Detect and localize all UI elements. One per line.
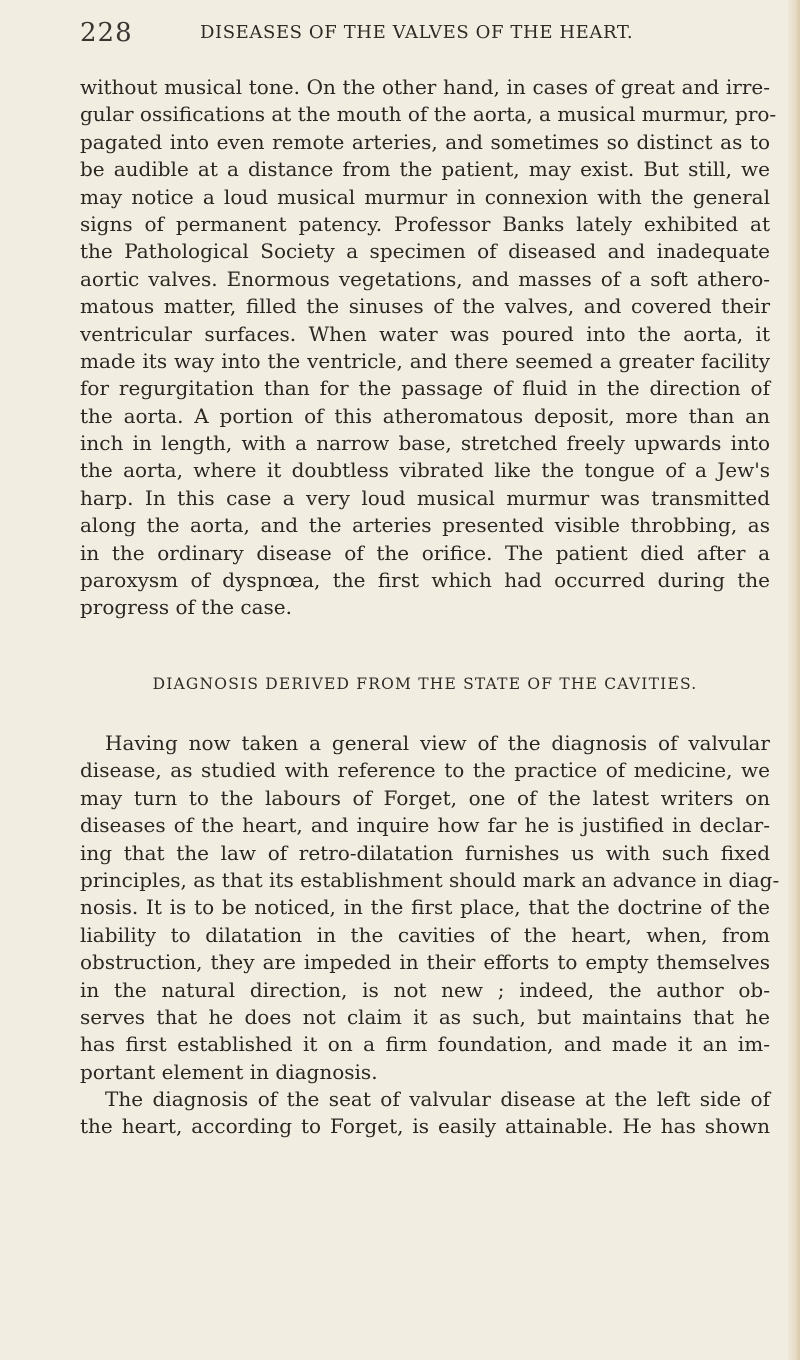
running-head: DISEASES OF THE VALVES OF THE HEART. [200,22,634,43]
text-line: the aorta. A portion of this atheromatous deposit, more than an [80,403,770,428]
text-line: harp. In this case a very loud musical murmur was transmitted [80,485,770,510]
text-line: The diagnosis of the seat of valvular disease at the left side of [105,1087,770,1112]
text-line: liability to dilatation in the cavities of the heart, when, from [80,922,770,947]
text-line: aortic valves. Enormous vegetations, and masses of a soft athero- [80,266,770,291]
text-line: the aorta, where it doubtless vibrated like the tongue of a Jew's [80,458,770,483]
text-line: principles, as that its establishment should mark an advance in diag- [80,867,780,892]
text-line: without musical tone. On the other hand, in cases of great and irre- [80,75,770,99]
text-line: ing that the law of retro-dilatation furnishes us with such fixed [80,840,770,865]
text-line: in the ordinary disease of the orifice. The patient died after a [80,540,770,565]
paragraph-2 [80,730,780,1141]
text-line: portant element in diagnosis. [80,1059,378,1084]
text-line: the Pathological Society a specimen of diseased and inadequate [80,239,770,264]
text-line: disease, as studied with reference to the practice of medicine, we [80,758,770,783]
text-line: along the aorta, and the arteries presented visible throbbing, as [80,513,770,538]
page-edge [788,0,800,1360]
text-line: has first established it on a firm foundation, and made it an im- [80,1032,770,1057]
paragraph-1 [80,74,777,622]
text-line: paroxysm of dyspnœa, the first which had occurred during the [80,568,770,593]
text-line: for regurgitation than for the passage of fluid in the direction of [80,376,770,401]
text-line: pagated into even remote arteries, and sometimes so distinct as to [80,129,770,154]
text-line: Having now taken a general view of the diagnosis of valvular [105,731,770,755]
text-line: matous matter, filled the sinuses of the valves, and covered their [80,294,770,319]
text-line: made its way into the ventricle, and there seemed a greater facility [80,348,770,373]
text-line: obstruction, they are impeded in their efforts to empty themselves [80,950,770,975]
text-line: in the natural direction, is not new ; indeed, the author ob- [80,977,770,1002]
text-line: progress of the case. [80,595,292,620]
text-line: diseases of the heart, and inquire how far he is justified in declar- [80,813,770,838]
text-line: may notice a loud musical murmur in connexion with the general [80,184,770,209]
text-line: the heart, according to Forget, is easily attainable. He has shown [80,1114,770,1139]
section-heading: DIAGNOSIS DERIVED FROM THE STATE OF THE CAVITIES. [152,675,698,693]
text-line: be audible at a distance from the patient, may exist. But still, we [80,157,770,182]
text-line: inch in length, with a narrow base, stretched freely upwards into [80,431,770,456]
text-line: serves that he does not claim it as such, but maintains that he [80,1004,770,1029]
text-line: signs of permanent patency. Professor Banks lately exhibited at [80,211,770,236]
page-header [80,18,760,58]
page-number: 228 [80,18,133,48]
text-line: gular ossifications at the mouth of the aorta, a musical murmur, pro- [80,102,777,127]
text-line: nosis. It is to be noticed, in the first place, that the doctrine of the [80,895,770,920]
text-line: ventricular surfaces. When water was poured into the aorta, it [80,321,770,346]
text-line: may turn to the labours of Forget, one of the latest writers on [80,785,770,810]
